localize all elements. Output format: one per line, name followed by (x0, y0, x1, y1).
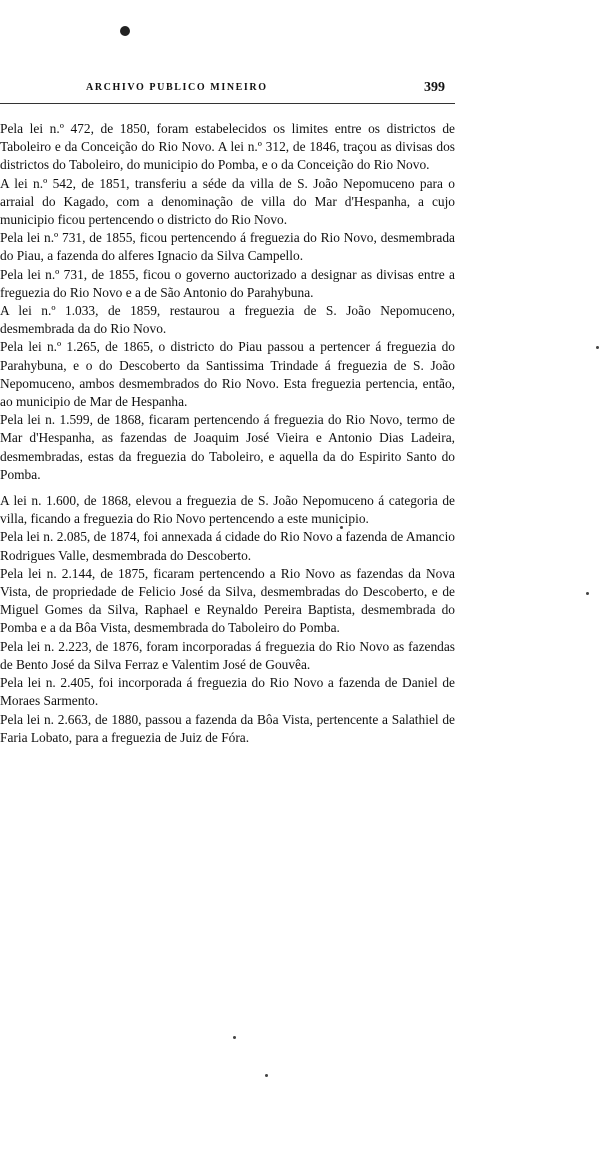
paragraph: Pela lei n.º 1.265, de 1865, o districto do Piau passou a pertencer á freguezia do Parahybuna, e o do Descoberto da Santissima Trindade á freguezia de S. João Nepomuceno, ambos desmembrados do Rio Novo. Esta freguezia pertencia, então, ao municipio de Mar de Hespanha. (0, 339, 455, 410)
paragraph: Pela lei n.º 731, de 1855, ficou o governo auctorizado a designar as divisas entre a freguezia do Rio Novo e a de São Antonio do Parahybuna. (0, 266, 455, 300)
ink-speck (340, 526, 343, 529)
paragraph: Pela lei n. 2.085, de 1874, foi annexada á cidade do Rio Novo a fazenda de Amancio Rodrigues Valle, desmembrada do Descoberto. (0, 529, 455, 563)
paragraph: Pela lei n.º 731, de 1855, ficou pertencendo á freguezia do Rio Novo, desmembrada do Piau, a fazenda do alferes Ignacio da Silva Campello. (0, 230, 455, 264)
ink-dot (120, 26, 130, 36)
paragraph: A lei n. 1.600, de 1868, elevou a freguezia de S. João Nepomuceno á categoria de villa, ficando a freguezia do Rio Novo pertencendo a este municipio. (0, 493, 455, 527)
paragraph: Pela lei n. 2.405, foi incorporada á freguezia do Rio Novo a fazenda de Daniel de Moraes Sarmento. (0, 675, 455, 709)
ink-speck (265, 1074, 268, 1077)
paragraph: Pela lei n. 2.223, de 1876, foram incorporadas á freguezia do Rio Novo as fazendas de Bento José da Silva Ferraz e Valentim José de Gouvêa. (0, 638, 455, 672)
page-number: 399 (424, 80, 445, 95)
paragraph: A lei n.º 1.033, de 1859, restaurou a freguezia de S. João Nepomuceno, desmembrada da do Rio Novo. (0, 303, 455, 337)
body-text (0, 120, 455, 747)
ink-speck (596, 346, 599, 349)
ink-speck (586, 592, 589, 595)
header-rule (0, 103, 455, 104)
paragraph: A lei n.º 542, de 1851, transferiu a séde da villa de S. João Nepomuceno para o arraial do Kagado, com a denominação de villa do Mar d'Hespanha, a cujo municipio ficou pertencendo o districto do Rio Novo. (0, 175, 455, 228)
paragraph: Pela lei n. 2.144, de 1875, ficaram pertencendo a Rio Novo as fazendas da Nova Vista, de propriedade de Felicio José da Silva, desmembradas do Descoberto, e de Miguel Gomes da Silva, Raphael e Reynaldo Pereira Baptista, desmembrada do Pomba e a da Bôa Vista, desmembrada do Taboleiro do Pomba. (0, 565, 455, 636)
ink-speck (233, 1036, 236, 1039)
paragraph: Pela lei n. 1.599, de 1868, ficaram pertencendo á freguezia do Rio Novo, termo de Mar d'Hespanha, as fazendas de Joaquim José Vieira e Antonio Dias Ladeira, desmembradas, estas da freguezia do Taboleiro, e aquella da do Espirito Santo do Pomba. (0, 412, 455, 482)
page-header (0, 80, 600, 100)
paragraph: Pela lei n. 2.663, de 1880, passou a fazenda da Bôa Vista, pertencente a Salathiel de Faria Lobato, para a freguezia de Juiz de Fóra. (0, 711, 455, 745)
running-head: ARCHIVO PUBLICO MINEIRO (86, 82, 268, 93)
paragraph: Pela lei n.º 472, de 1850, foram estabelecidos os limites entre os districtos de Taboleiro e da Conceição do Rio Novo. A lei n.º 312, de 1846, traçou as divisas dos districtos do Taboleiro, do municipio do Pomba, e o da Conceição do Rio Novo. (0, 121, 455, 173)
